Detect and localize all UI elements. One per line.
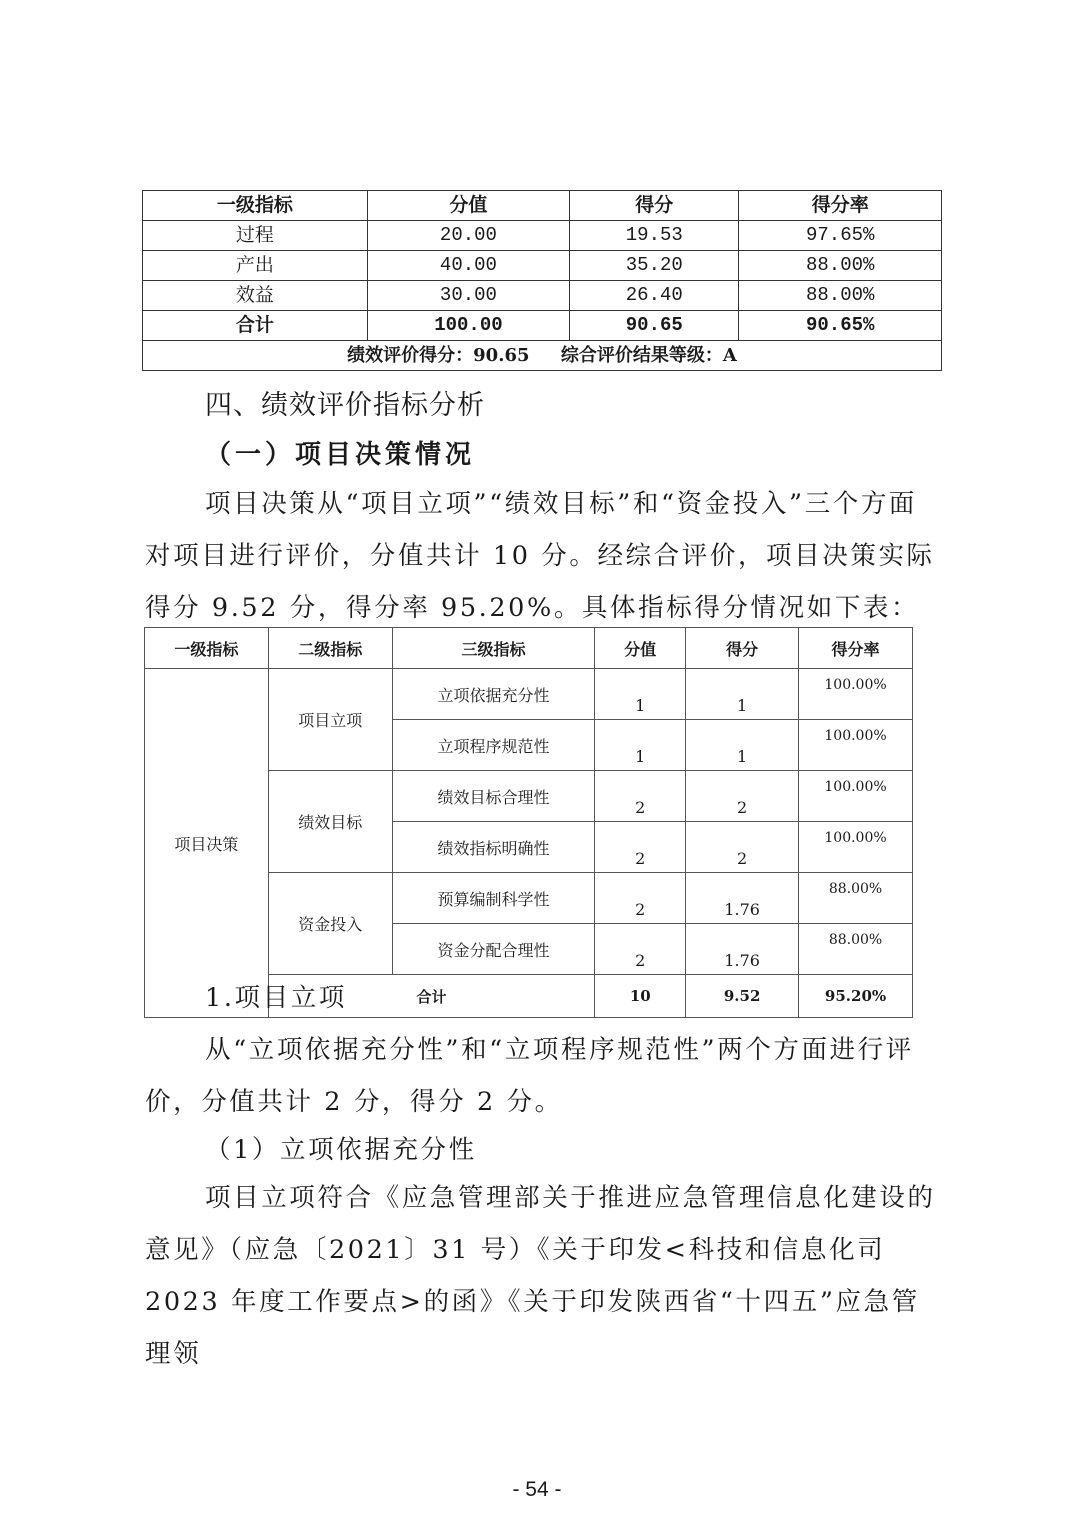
- summary-table: [142, 190, 942, 371]
- detail-table-header: [145, 628, 913, 669]
- indicator-name: 过程: [143, 221, 368, 251]
- value-cell: 2: [595, 771, 686, 822]
- value-cell: 2: [595, 924, 686, 975]
- value-cell: 40.00: [367, 251, 570, 281]
- value-cell: 1: [595, 669, 686, 720]
- rate-cell: 100.00%: [799, 720, 913, 771]
- score-cell: 26.40: [570, 281, 739, 311]
- rate-cell: 100.00%: [799, 771, 913, 822]
- header-cell: 三级指标: [392, 628, 595, 669]
- header-cell: 一级指标: [143, 191, 368, 221]
- page-number: - 54 -: [512, 1478, 562, 1501]
- rate-cell: 100.00%: [799, 822, 913, 873]
- sub-item-heading: （1）立项依据充分性: [205, 1135, 477, 1165]
- item-heading: 1.项目立项: [205, 983, 347, 1013]
- level3-indicator: 资金分配合理性: [392, 924, 595, 975]
- header-cell: 得分: [686, 628, 799, 669]
- subsection-heading: （一）项目决策情况: [205, 440, 476, 470]
- score-cell: 2: [686, 822, 799, 873]
- level3-indicator: 立项程序规范性: [392, 720, 595, 771]
- total-value: 10: [595, 975, 686, 1018]
- total-label: 合计: [268, 975, 595, 1018]
- summary-footer-row: [143, 341, 942, 371]
- sub-item-paragraph: 项目立项符合《应急管理部关于推进应急管理信息化建设的意见》（应急〔2021〕31 号）《关于印发<科技和信息化司 2023 年度工作要点>的函》《关于印发陕西省“十四五”应急管理领: [145, 1183, 936, 1369]
- rate-cell: 100.00%: [799, 669, 913, 720]
- score-cell: 1.76: [686, 924, 799, 975]
- level2-indicator: 绩效目标: [268, 771, 392, 873]
- level3-indicator: 预算编制科学性: [392, 873, 595, 924]
- item-paragraph: 从“立项依据充分性”和“立项程序规范性”两个方面进行评价，分值共计 2 分，得分 2 分。: [145, 1035, 914, 1117]
- score-cell: 1: [686, 669, 799, 720]
- summary-footer: [143, 341, 942, 371]
- header-cell: 一级指标: [145, 628, 269, 669]
- indicator-name: 产出: [143, 251, 368, 281]
- level2-indicator: 项目立项: [268, 669, 392, 771]
- score-cell: 19.53: [570, 221, 739, 251]
- value-cell: 30.00: [367, 281, 570, 311]
- level2-indicator: 资金投入: [268, 873, 392, 975]
- value-cell: 2: [595, 873, 686, 924]
- score-cell: 2: [686, 771, 799, 822]
- total-rate: 95.20%: [799, 975, 913, 1018]
- total-row: [143, 311, 942, 341]
- indicator-name: 效益: [143, 281, 368, 311]
- level3-indicator: 立项依据充分性: [392, 669, 595, 720]
- performance-score: 绩效评价得分：90.65: [347, 345, 530, 366]
- detail-table: [144, 627, 913, 1018]
- rate-cell: 88.00%: [799, 924, 913, 975]
- header-cell: 二级指标: [268, 628, 392, 669]
- rate-cell: 88.00%: [799, 873, 913, 924]
- header-cell: 分值: [367, 191, 570, 221]
- rate-cell: 88.00%: [739, 281, 942, 311]
- score-cell: 1.76: [686, 873, 799, 924]
- header-cell: 分值: [595, 628, 686, 669]
- table-row: [143, 221, 942, 251]
- evaluation-grade: 综合评价结果等级：A: [560, 345, 737, 366]
- value-cell: 1: [595, 720, 686, 771]
- table-row: [145, 669, 913, 720]
- section-heading: 四、绩效评价指标分析: [205, 390, 485, 421]
- level3-indicator: 绩效指标明确性: [392, 822, 595, 873]
- table-row: [143, 281, 942, 311]
- level1-indicator: 项目决策: [145, 669, 269, 1018]
- score-cell: 35.20: [570, 251, 739, 281]
- header-cell: 得分率: [799, 628, 913, 669]
- total-label: 合计: [143, 311, 368, 341]
- total-score: 90.65: [570, 311, 739, 341]
- summary-table-header: [143, 191, 942, 221]
- header-cell: 得分: [570, 191, 739, 221]
- rate-cell: 97.65%: [739, 221, 942, 251]
- rate-cell: 88.00%: [739, 251, 942, 281]
- table-row: [143, 251, 942, 281]
- value-cell: 2: [595, 822, 686, 873]
- header-cell: 得分率: [739, 191, 942, 221]
- total-rate: 90.65%: [739, 311, 942, 341]
- intro-paragraph: 项目决策从“项目立项”“绩效目标”和“资金投入”三个方面对项目进行评价，分值共计 10 分。经综合评价，项目决策实际得分 9.52 分，得分率 95.20%。具体指标得分情况如下表：: [145, 489, 935, 623]
- total-score: 9.52: [686, 975, 799, 1018]
- value-cell: 20.00: [367, 221, 570, 251]
- score-cell: 1: [686, 720, 799, 771]
- total-value: 100.00: [367, 311, 570, 341]
- level3-indicator: 绩效目标合理性: [392, 771, 595, 822]
